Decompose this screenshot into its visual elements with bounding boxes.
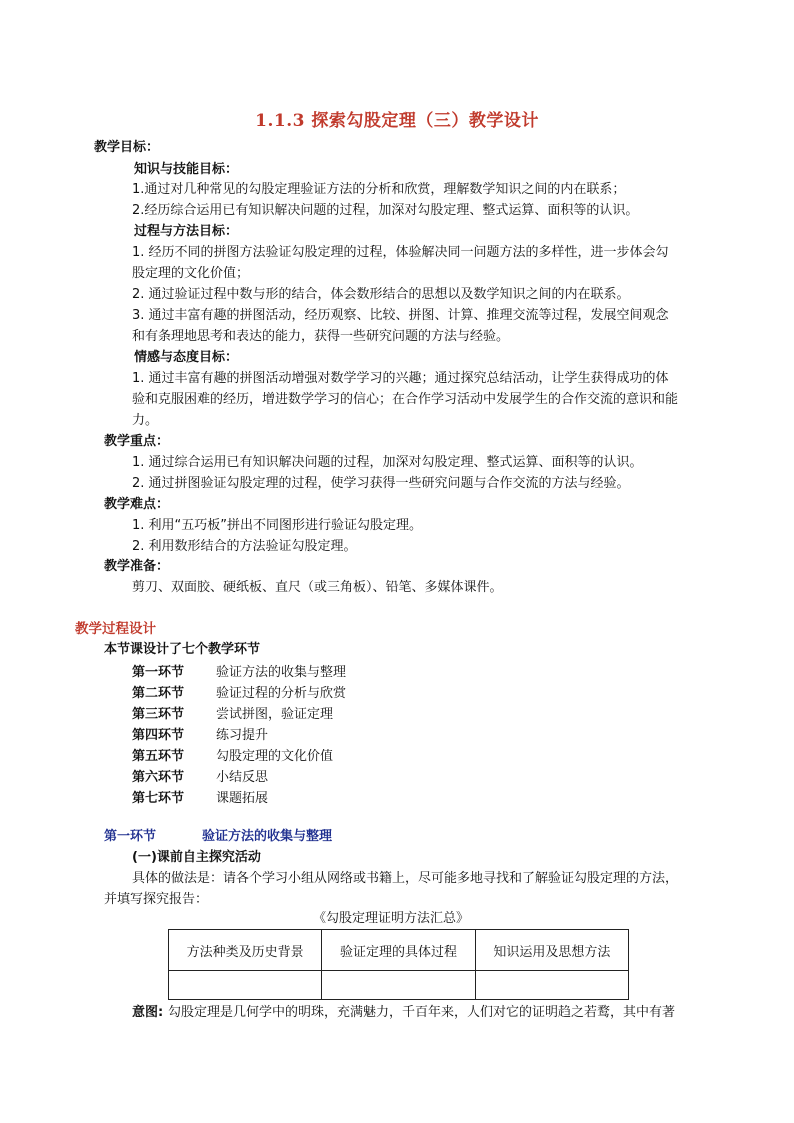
process-line: 1. 经历不同的拼图方法验证勾股定理的过程，体验解决同一问题方法的多样性，进一步体会勾 [132, 245, 669, 260]
intent-text: 勾股定理是几何学中的明珠，充满魅力，千百年来，人们对它的证明趋之若鹜，其中有著 [168, 1005, 676, 1020]
table-cell [475, 971, 628, 1000]
key-item: 2. 通过拼图验证勾股定理的过程，使学习获得一些研究问题与合作交流的方法与经验。 [132, 476, 630, 491]
key-heading: 教学重点： [104, 434, 170, 449]
seven-stages-heading: 本节课设计了七个教学环节 [104, 642, 261, 657]
difficulty-item: 2. 利用数形结合的方法验证勾股定理。 [132, 539, 357, 554]
table-header-cell: 方法种类及历史背景 [169, 930, 322, 971]
stage-label: 第四环节 [132, 728, 185, 743]
attitude-heading: 情感与态度目标： [134, 350, 239, 365]
knowledge-item: 1.通过对几种常见的勾股定理验证方法的分析和欣赏，理解数学知识之间的内在联系； [132, 182, 626, 197]
process-design-heading: 教学过程设计 [75, 621, 156, 637]
stage1-title: 验证方法的收集与整理 [202, 829, 333, 844]
process-line: 2. 通过验证过程中数与形的结合，体会数形结合的思想以及数学知识之间的内在联系。 [132, 287, 630, 302]
table-cell [322, 971, 475, 1000]
stage-text: 勾股定理的文化价值 [216, 749, 334, 764]
stage-text: 课题拓展 [216, 791, 269, 806]
process-line: 和有条理地思考和表达的能力，获得一些研究问题的方法与经验。 [132, 329, 510, 344]
stage-text: 验证过程的分析与欣赏 [216, 686, 347, 701]
practice-line: 并填写探究报告： [104, 892, 209, 907]
stage-label: 第五环节 [132, 749, 185, 764]
knowledge-item: 2.经历综合运用已有知识解决问题的过程，加深对勾股定理、整式运算、面积等的认识。 [132, 203, 639, 218]
page-title: 1.1.3 探索勾股定理（三）教学设计 [255, 111, 539, 131]
prep-text: 剪刀、双面胶、硬纸板、直尺（或三角板）、铅笔、多媒体课件。 [132, 580, 503, 595]
stage-label: 第六环节 [132, 770, 185, 785]
attitude-line: 验和克服困难的经历，增进数学学习的信心；在合作学习活动中发展学生的合作交流的意识和能 [132, 392, 679, 407]
stage-text: 练习提升 [216, 728, 269, 743]
stage1-label: 第一环节 [104, 829, 157, 844]
stage-label: 第七环节 [132, 791, 185, 806]
practice-line: 具体的做法是：请各个学习小组从网络或书籍上，尽可能多地寻找和了解验证勾股定理的方法， [132, 871, 679, 886]
table-header-cell: 验证定理的具体过程 [322, 930, 475, 971]
table-header-row [169, 930, 629, 971]
activity-heading: (一)课前自主探究活动 [132, 850, 261, 865]
table-caption: 《勾股定理证明方法汇总》 [313, 911, 470, 926]
table-cell [169, 971, 322, 1000]
stage-label: 第二环节 [132, 686, 185, 701]
process-line: 股定理的文化价值； [132, 266, 250, 281]
intent-label: 意图: [132, 1005, 164, 1020]
stage-text: 尝试拼图，验证定理 [216, 707, 334, 722]
prep-heading: 教学准备： [104, 559, 170, 574]
stage-label: 第三环节 [132, 707, 185, 722]
process-line: 3. 通过丰富有趣的拼图活动，经历观察、比较、拼图、计算、推理交流等过程，发展空间观念 [132, 308, 669, 323]
difficulty-heading: 教学难点： [104, 497, 170, 512]
knowledge-heading: 知识与技能目标： [134, 162, 239, 177]
attitude-line: 力。 [132, 413, 159, 428]
process-heading: 过程与方法目标： [134, 224, 239, 239]
table-header-cell: 知识运用及思想方法 [475, 930, 628, 971]
stage-text: 小结反思 [216, 770, 269, 785]
key-item: 1. 通过综合运用已有知识解决问题的过程，加深对勾股定理、整式运算、面积等的认识。 [132, 455, 643, 470]
table-row [169, 971, 629, 1000]
difficulty-item: 1. 利用“五巧板”拼出不同图形进行验证勾股定理。 [132, 518, 423, 533]
objectives-heading: 教学目标： [94, 140, 160, 155]
proof-methods-table [168, 929, 629, 1000]
attitude-line: 1. 通过丰富有趣的拼图活动增强对数学学习的兴趣；通过探究总结活动，让学生获得成功的体 [132, 371, 669, 386]
stage-label: 第一环节 [132, 665, 185, 680]
stage-text: 验证方法的收集与整理 [216, 665, 347, 680]
